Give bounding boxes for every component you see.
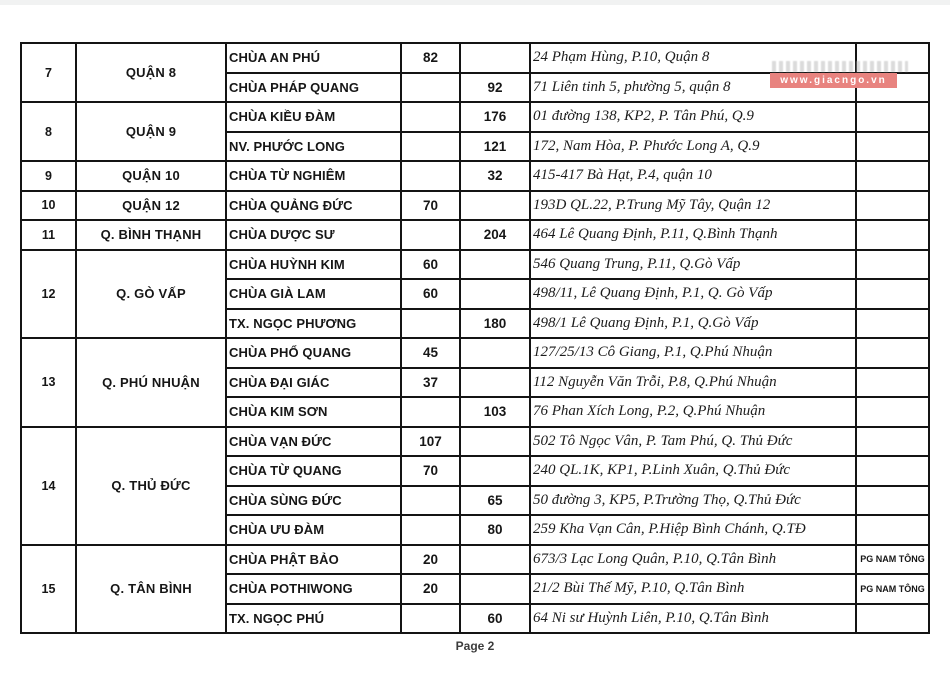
address-cell: 464 Lê Quang Định, P.11, Q.Bình Thạnh: [530, 220, 856, 250]
row-index-cell: 7: [21, 43, 76, 102]
table-row: [21, 102, 929, 132]
address-cell: 112 Nguyễn Văn Trỗi, P.8, Q.Phú Nhuận: [530, 368, 856, 398]
address-cell: 64 Ni sư Huỳnh Liên, P.10, Q.Tân Bình: [530, 604, 856, 634]
note-cell: [856, 102, 929, 132]
address-cell: 24 Phạm Hùng, P.10, Quận 8: [530, 43, 856, 73]
district-cell: QUẬN 8: [76, 43, 226, 102]
address-cell: 415-417 Bà Hạt, P.4, quận 10: [530, 161, 856, 191]
table-row: [21, 250, 929, 280]
address-cell: 21/2 Bùi Thế Mỹ, P.10, Q.Tân Bình: [530, 574, 856, 604]
note-cell: [856, 191, 929, 221]
district-cell: QUẬN 9: [76, 102, 226, 161]
row-index-cell: 13: [21, 338, 76, 427]
temple-name-cell: CHÙA QUẢNG ĐỨC: [226, 191, 401, 221]
note-cell: [856, 279, 929, 309]
count-b-cell: [460, 338, 530, 368]
count-a-cell: [401, 132, 460, 162]
count-b-cell: 32: [460, 161, 530, 191]
temple-name-cell: CHÙA AN PHÚ: [226, 43, 401, 73]
count-b-cell: [460, 191, 530, 221]
temple-directory-table: [20, 42, 930, 634]
count-a-cell: 20: [401, 545, 460, 575]
temple-name-cell: CHÙA HUỲNH KIM: [226, 250, 401, 280]
count-a-cell: 20: [401, 574, 460, 604]
count-a-cell: 45: [401, 338, 460, 368]
row-index-cell: 10: [21, 191, 76, 221]
note-cell: [856, 220, 929, 250]
count-b-cell: [460, 250, 530, 280]
address-cell: 259 Kha Vạn Cân, P.Hiệp Bình Chánh, Q.TĐ: [530, 515, 856, 545]
note-cell: [856, 368, 929, 398]
temple-name-cell: CHÙA GIÀ LAM: [226, 279, 401, 309]
row-index-cell: 9: [21, 161, 76, 191]
count-a-cell: 82: [401, 43, 460, 73]
temple-name-cell: CHÙA PHẬT BẢO: [226, 545, 401, 575]
address-cell: 240 QL.1K, KP1, P.Linh Xuân, Q.Thủ Đức: [530, 456, 856, 486]
count-b-cell: [460, 545, 530, 575]
count-a-cell: [401, 161, 460, 191]
temple-name-cell: TX. NGỌC PHÚ: [226, 604, 401, 634]
count-a-cell: 70: [401, 456, 460, 486]
note-cell: [856, 397, 929, 427]
address-cell: 673/3 Lạc Long Quân, P.10, Q.Tân Bình: [530, 545, 856, 575]
note-cell: [856, 132, 929, 162]
note-cell: [856, 604, 929, 634]
note-cell: [856, 309, 929, 339]
count-b-cell: 180: [460, 309, 530, 339]
count-b-cell: [460, 368, 530, 398]
temple-name-cell: CHÙA TỪ QUANG: [226, 456, 401, 486]
temple-name-cell: CHÙA POTHIWONG: [226, 574, 401, 604]
count-a-cell: [401, 220, 460, 250]
watermark-ghost-texture: [772, 61, 908, 72]
note-cell: PG NAM TÔNG: [856, 574, 929, 604]
scan-edge-strip: [0, 0, 950, 5]
address-cell: 193D QL.22, P.Trung Mỹ Tây, Quận 12: [530, 191, 856, 221]
table-row: [21, 220, 929, 250]
address-cell: 502 Tô Ngọc Vân, P. Tam Phú, Q. Thủ Đức: [530, 427, 856, 457]
count-a-cell: 60: [401, 250, 460, 280]
district-cell: Q. TÂN BÌNH: [76, 545, 226, 634]
count-a-cell: [401, 486, 460, 516]
temple-name-cell: CHÙA PHÁP QUANG: [226, 73, 401, 103]
count-b-cell: 204: [460, 220, 530, 250]
address-cell: 71 Liên tinh 5, phường 5, quận 8: [530, 73, 856, 103]
address-cell: 172, Nam Hòa, P. Phước Long A, Q.9: [530, 132, 856, 162]
temple-name-cell: CHÙA DƯỢC SƯ: [226, 220, 401, 250]
note-cell: PG NAM TÔNG: [856, 545, 929, 575]
count-a-cell: [401, 102, 460, 132]
address-cell: 01 đường 138, KP2, P. Tân Phú, Q.9: [530, 102, 856, 132]
count-b-cell: 176: [460, 102, 530, 132]
temple-name-cell: CHÙA KIM SƠN: [226, 397, 401, 427]
temple-name-cell: CHÙA SÙNG ĐỨC: [226, 486, 401, 516]
note-cell: [856, 456, 929, 486]
row-index-cell: 8: [21, 102, 76, 161]
count-b-cell: 92: [460, 73, 530, 103]
count-b-cell: [460, 574, 530, 604]
address-cell: 50 đường 3, KP5, P.Trường Thọ, Q.Thủ Đức: [530, 486, 856, 516]
district-cell: QUẬN 10: [76, 161, 226, 191]
temple-name-cell: CHÙA PHỔ QUANG: [226, 338, 401, 368]
note-cell: [856, 250, 929, 280]
temple-name-cell: CHÙA VẠN ĐỨC: [226, 427, 401, 457]
district-cell: Q. BÌNH THẠNH: [76, 220, 226, 250]
address-cell: 76 Phan Xích Long, P.2, Q.Phú Nhuận: [530, 397, 856, 427]
address-cell: 498/1 Lê Quang Định, P.1, Q.Gò Vấp: [530, 309, 856, 339]
district-cell: QUẬN 12: [76, 191, 226, 221]
temple-name-cell: CHÙA KIỀU ĐÀM: [226, 102, 401, 132]
note-cell: [856, 161, 929, 191]
address-cell: 127/25/13 Cô Giang, P.1, Q.Phú Nhuận: [530, 338, 856, 368]
note-cell: [856, 515, 929, 545]
temple-name-cell: CHÙA ĐẠI GIÁC: [226, 368, 401, 398]
count-a-cell: [401, 515, 460, 545]
count-a-cell: 60: [401, 279, 460, 309]
temple-name-cell: NV. PHƯỚC LONG: [226, 132, 401, 162]
page-number: Page 2: [455, 639, 495, 653]
table-row: [21, 545, 929, 575]
count-b-cell: 65: [460, 486, 530, 516]
count-a-cell: 107: [401, 427, 460, 457]
count-a-cell: [401, 604, 460, 634]
count-a-cell: [401, 309, 460, 339]
address-cell: 498/11, Lê Quang Định, P.1, Q. Gò Vấp: [530, 279, 856, 309]
table-row: [21, 191, 929, 221]
count-b-cell: 60: [460, 604, 530, 634]
address-cell: 546 Quang Trung, P.11, Q.Gò Vấp: [530, 250, 856, 280]
count-a-cell: [401, 73, 460, 103]
table-row: [21, 338, 929, 368]
temple-name-cell: CHÙA ƯU ĐÀM: [226, 515, 401, 545]
count-b-cell: 103: [460, 397, 530, 427]
district-cell: Q. GÒ VẤP: [76, 250, 226, 339]
count-b-cell: [460, 43, 530, 73]
table-row: [21, 161, 929, 191]
row-index-cell: 12: [21, 250, 76, 339]
note-cell: [856, 486, 929, 516]
count-b-cell: 80: [460, 515, 530, 545]
count-b-cell: [460, 427, 530, 457]
watermark-badge: www.giacngo.vn: [770, 73, 897, 88]
note-cell: [856, 338, 929, 368]
temple-name-cell: CHÙA TỪ NGHIÊM: [226, 161, 401, 191]
row-index-cell: 15: [21, 545, 76, 634]
temple-name-cell: TX. NGỌC PHƯƠNG: [226, 309, 401, 339]
district-cell: Q. PHÚ NHUẬN: [76, 338, 226, 427]
row-index-cell: 11: [21, 220, 76, 250]
count-a-cell: [401, 397, 460, 427]
note-cell: [856, 427, 929, 457]
count-a-cell: 70: [401, 191, 460, 221]
count-b-cell: 121: [460, 132, 530, 162]
count-b-cell: [460, 279, 530, 309]
temple-table-body: [21, 43, 929, 633]
count-a-cell: 37: [401, 368, 460, 398]
count-b-cell: [460, 456, 530, 486]
district-cell: Q. THỦ ĐỨC: [76, 427, 226, 545]
row-index-cell: 14: [21, 427, 76, 545]
table-row: [21, 427, 929, 457]
